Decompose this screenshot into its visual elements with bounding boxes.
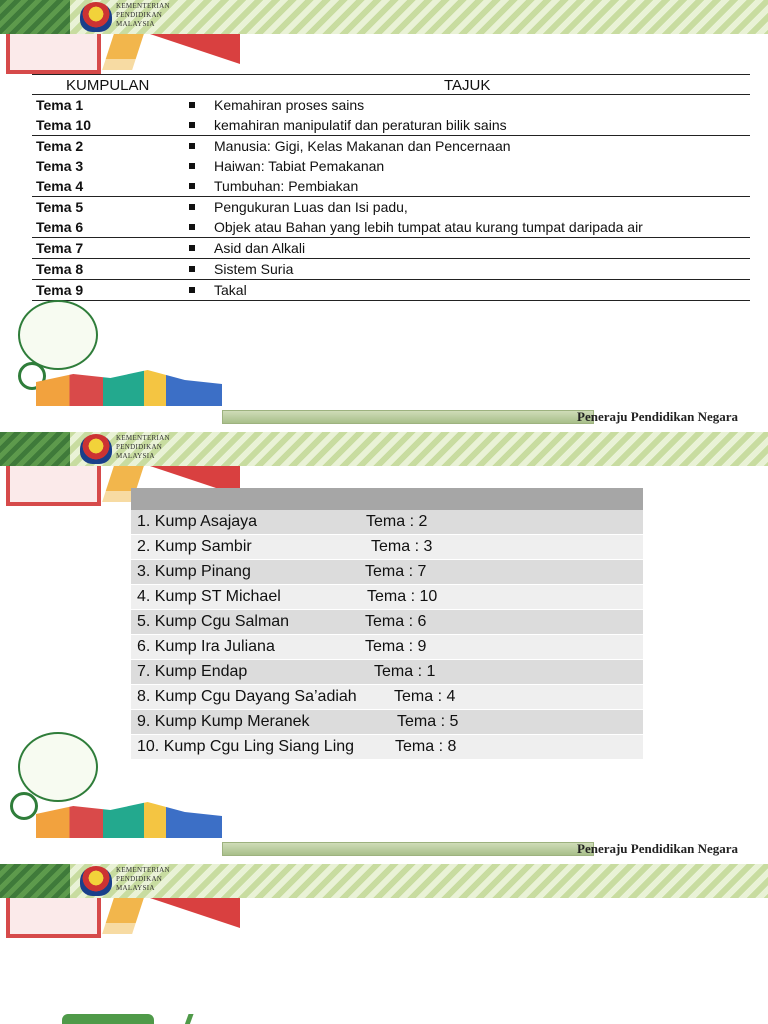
ministry-line: PENDIDIKAN	[116, 875, 163, 883]
kumpulan-cell: Tema 5	[36, 199, 84, 215]
green-shape-decoration	[62, 1014, 154, 1024]
ministry-line: KEMENTERIAN	[116, 2, 170, 10]
kumpulan-cell: Tema 4	[36, 178, 84, 194]
table-row	[32, 176, 750, 196]
group-name: 4. Kump ST Michael	[137, 588, 281, 605]
list-item	[131, 660, 643, 685]
bullet-icon	[189, 102, 195, 108]
list-item	[131, 535, 643, 560]
table-row-group	[32, 136, 750, 197]
bullet-icon	[189, 122, 195, 128]
kumpulan-cell: Tema 9	[36, 282, 84, 298]
list-item	[131, 560, 643, 585]
group-tema: Tema : 2	[366, 513, 428, 530]
ministry-line: PENDIDIKAN	[116, 443, 163, 451]
table-row-group	[32, 197, 750, 238]
table-body	[32, 95, 750, 301]
group-name: 3. Kump Pinang	[137, 563, 251, 580]
table-row	[32, 95, 750, 115]
group-name: 7. Kump Endap	[137, 663, 248, 680]
table-row	[32, 238, 750, 258]
kumpulan-cell: Tema 2	[36, 138, 84, 154]
slide-2	[0, 432, 768, 864]
tajuk-cell: Takal	[214, 282, 247, 298]
footer-motto: Peneraju Pendidikan Negara	[577, 841, 739, 856]
bullet-icon	[189, 204, 195, 210]
list-body	[131, 510, 643, 760]
book-decoration	[6, 466, 101, 506]
ministry-crest-icon	[80, 434, 112, 464]
red-wedge-decoration	[150, 34, 240, 64]
tajuk-cell: Haiwan: Tabiat Pemakanan	[214, 158, 385, 174]
group-tema: Tema : 4	[394, 688, 456, 705]
bullet-icon	[189, 183, 195, 189]
table-row-group	[32, 95, 750, 136]
tajuk-cell: Objek atau Bahan yang lebih tumpat atau kurang tumpat daripada air	[214, 219, 643, 235]
group-tema: Tema : 8	[395, 738, 457, 755]
tajuk-cell: Sistem Suria	[214, 261, 294, 277]
slide-1	[0, 0, 768, 432]
books-decoration	[36, 798, 222, 838]
kumpulan-cell: Tema 10	[36, 117, 91, 133]
kumpulan-cell: Tema 6	[36, 219, 84, 235]
group-tema: Tema : 1	[374, 663, 436, 680]
footer-bar	[222, 842, 594, 856]
book-decoration	[6, 34, 101, 74]
list-item	[131, 685, 643, 710]
kumpulan-cell: Tema 3	[36, 158, 84, 174]
bullet-icon	[189, 287, 195, 293]
list-item	[131, 585, 643, 610]
table-row	[32, 280, 750, 300]
ministry-line: KEMENTERIAN	[116, 866, 170, 874]
bullet-icon	[189, 266, 195, 272]
green-tick-decoration	[183, 1014, 208, 1024]
table-row	[32, 156, 750, 176]
group-tema: Tema : 6	[365, 613, 427, 630]
tajuk-cell: Asid dan Alkali	[214, 240, 306, 256]
tajuk-cell: Kemahiran proses sains	[214, 97, 365, 113]
table-row-group	[32, 238, 750, 259]
tajuk-cell: Tumbuhan: Pembiakan	[214, 178, 359, 194]
column-kumpulan: KUMPULAN	[66, 77, 150, 94]
red-wedge-decoration	[150, 898, 240, 928]
table-row-group	[32, 259, 750, 280]
ministry-crest-icon	[80, 866, 112, 896]
group-name: 1. Kump Asajaya	[137, 513, 258, 530]
list-item	[131, 610, 643, 635]
group-tema: Tema : 10	[367, 588, 438, 605]
group-name: 6. Kump Ira Juliana	[137, 638, 275, 655]
table-row	[32, 115, 750, 135]
ministry-line: PENDIDIKAN	[116, 11, 163, 19]
bullet-icon	[189, 245, 195, 251]
group-name: 5. Kump Cgu Salman	[137, 613, 290, 630]
group-name: 9. Kump Kump Meranek	[137, 713, 310, 730]
group-tema: Tema : 5	[397, 713, 459, 730]
group-tema: Tema : 7	[365, 563, 427, 580]
ministry-name	[116, 2, 170, 29]
bullet-icon	[189, 143, 195, 149]
lightbulb-icon	[18, 300, 98, 370]
group-name: 2. Kump Sambir	[137, 538, 252, 555]
table-header	[32, 74, 750, 95]
table-row	[32, 197, 750, 217]
list-item	[131, 510, 643, 535]
table-row	[32, 217, 750, 237]
ministry-line: KEMENTERIAN	[116, 434, 170, 442]
tajuk-cell: Manusia: Gigi, Kelas Makanan dan Pencernaan	[214, 138, 511, 154]
group-name: 8. Kump Cgu Dayang Sa’adiah	[137, 688, 357, 705]
kumpulan-cell: Tema 7	[36, 240, 84, 256]
header-leaf-pattern	[0, 864, 70, 898]
ministry-name	[116, 866, 170, 893]
pencil-decoration	[102, 34, 144, 70]
kumpulan-cell: Tema 1	[36, 97, 84, 113]
kumpulan-cell: Tema 8	[36, 261, 84, 277]
books-decoration	[36, 366, 222, 406]
table-row-group	[32, 280, 750, 301]
group-assignment-list	[131, 488, 643, 760]
lightbulb-icon	[18, 732, 98, 802]
tajuk-cell: kemahiran manipulatif dan peraturan bilik sains	[214, 117, 507, 133]
ministry-line: MALAYSIA	[116, 20, 155, 28]
group-tema: Tema : 9	[365, 638, 427, 655]
theme-table	[32, 74, 750, 301]
header-leaf-pattern	[0, 432, 70, 466]
ministry-line: MALAYSIA	[116, 884, 155, 892]
list-header	[131, 488, 643, 510]
ministry-line: MALAYSIA	[116, 452, 155, 460]
table-row	[32, 259, 750, 279]
book-decoration	[6, 898, 101, 938]
bullet-icon	[189, 224, 195, 230]
slide-3	[0, 864, 768, 1024]
ministry-name	[116, 434, 170, 461]
footer-motto: Peneraju Pendidikan Negara	[577, 409, 739, 424]
plug-icon	[10, 792, 38, 820]
list-item	[131, 735, 643, 760]
bullet-icon	[189, 163, 195, 169]
list-item	[131, 635, 643, 660]
group-tema: Tema : 3	[371, 538, 433, 555]
group-name: 10. Kump Cgu Ling Siang Ling	[137, 738, 355, 755]
tajuk-cell: Pengukuran Luas dan Isi padu,	[214, 199, 408, 215]
ministry-crest-icon	[80, 2, 112, 32]
header-leaf-pattern	[0, 0, 70, 34]
pencil-decoration	[102, 898, 144, 934]
table-row	[32, 136, 750, 156]
footer-bar	[222, 410, 594, 424]
list-item	[131, 710, 643, 735]
column-tajuk: TAJUK	[444, 77, 491, 94]
